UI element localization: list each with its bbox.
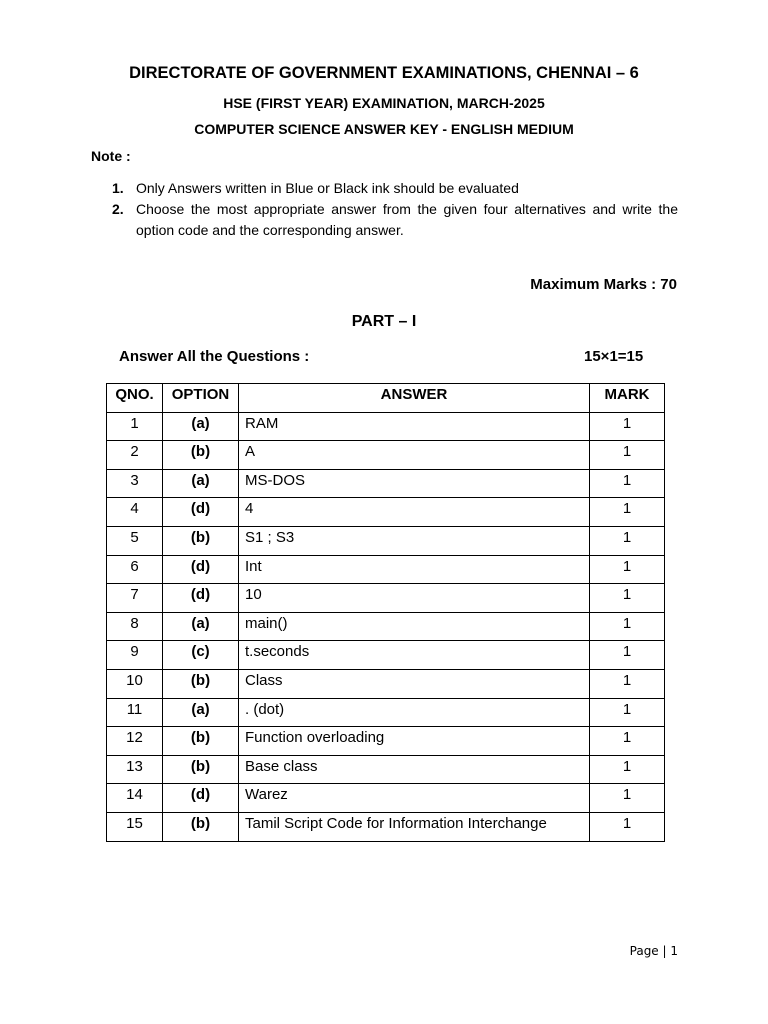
maximum-marks: Maximum Marks : 70 (530, 276, 677, 293)
qno-cell: 15 (107, 812, 163, 841)
option-cell: (b) (163, 727, 239, 756)
option-cell: (a) (163, 469, 239, 498)
option-cell: (b) (163, 755, 239, 784)
table-row (107, 669, 665, 698)
table-row (107, 812, 665, 841)
header-option: OPTION (163, 384, 239, 413)
answer-cell: RAM (239, 412, 590, 441)
answer-key-title: COMPUTER SCIENCE ANSWER KEY - ENGLISH MEDIUM (194, 121, 574, 137)
option-cell: (d) (163, 555, 239, 584)
answer-cell: t.seconds (239, 641, 590, 670)
table-row (107, 698, 665, 727)
page-number: Page | 1 (629, 944, 678, 958)
table-row (107, 612, 665, 641)
option-cell: (a) (163, 612, 239, 641)
exam-name: HSE (FIRST YEAR) EXAMINATION, MARCH-2025 (223, 95, 545, 111)
mark-cell: 1 (590, 412, 665, 441)
answer-cell: 4 (239, 498, 590, 527)
option-cell: (a) (163, 412, 239, 441)
mark-cell: 1 (590, 812, 665, 841)
part-instruction: Answer All the Questions : (119, 348, 310, 365)
qno-cell: 14 (107, 784, 163, 813)
header-qno: QNO. (107, 384, 163, 413)
answer-cell: MS-DOS (239, 469, 590, 498)
answer-cell: Function overloading (239, 727, 590, 756)
answer-table (106, 383, 665, 842)
option-cell: (d) (163, 584, 239, 613)
qno-cell: 10 (107, 669, 163, 698)
table-row (107, 755, 665, 784)
header-answer: ANSWER (239, 384, 590, 413)
table-row (107, 784, 665, 813)
option-cell: (b) (163, 669, 239, 698)
qno-cell: 9 (107, 641, 163, 670)
table-row (107, 526, 665, 555)
note-text: Only Answers written in Blue or Black ink should be evaluated (136, 180, 519, 196)
header-mark: MARK (590, 384, 665, 413)
part-score: 15×1=15 (584, 348, 644, 365)
qno-cell: 2 (107, 441, 163, 470)
mark-cell: 1 (590, 469, 665, 498)
answer-cell: Warez (239, 784, 590, 813)
mark-cell: 1 (590, 784, 665, 813)
table-header-row (107, 384, 665, 413)
part-title: PART – I (351, 313, 417, 330)
option-cell: (b) (163, 441, 239, 470)
mark-cell: 1 (590, 555, 665, 584)
mark-cell: 1 (590, 727, 665, 756)
mark-cell: 1 (590, 498, 665, 527)
note-label: Note : (91, 148, 131, 164)
mark-cell: 1 (590, 641, 665, 670)
qno-cell: 1 (107, 412, 163, 441)
option-cell: (d) (163, 784, 239, 813)
answer-cell: A (239, 441, 590, 470)
qno-cell: 8 (107, 612, 163, 641)
option-cell: (b) (163, 812, 239, 841)
table-row (107, 555, 665, 584)
answer-cell: 10 (239, 584, 590, 613)
table-row (107, 727, 665, 756)
table-row (107, 584, 665, 613)
table-row (107, 469, 665, 498)
mark-cell: 1 (590, 669, 665, 698)
qno-cell: 7 (107, 584, 163, 613)
note-text: Choose the most appropriate answer from the given four alternatives and write the option code and the corresponding answer. (136, 201, 678, 238)
qno-cell: 11 (107, 698, 163, 727)
note-item (112, 199, 678, 241)
mark-cell: 1 (590, 584, 665, 613)
note-number: 1. (112, 180, 124, 196)
note-number: 2. (112, 201, 124, 217)
qno-cell: 3 (107, 469, 163, 498)
qno-cell: 12 (107, 727, 163, 756)
table-row (107, 441, 665, 470)
answer-cell: Int (239, 555, 590, 584)
table-row (107, 498, 665, 527)
answer-cell: Base class (239, 755, 590, 784)
qno-cell: 4 (107, 498, 163, 527)
mark-cell: 1 (590, 755, 665, 784)
option-cell: (b) (163, 526, 239, 555)
answer-cell: S1 ; S3 (239, 526, 590, 555)
mark-cell: 1 (590, 698, 665, 727)
document-title: DIRECTORATE OF GOVERNMENT EXAMINATIONS, CHENNAI – 6 (129, 64, 639, 82)
qno-cell: 13 (107, 755, 163, 784)
table-row (107, 412, 665, 441)
option-cell: (c) (163, 641, 239, 670)
table-row (107, 641, 665, 670)
mark-cell: 1 (590, 526, 665, 555)
answer-cell: . (dot) (239, 698, 590, 727)
answer-cell: Tamil Script Code for Information Interchange (239, 812, 590, 841)
answer-cell: Class (239, 669, 590, 698)
mark-cell: 1 (590, 612, 665, 641)
option-cell: (d) (163, 498, 239, 527)
mark-cell: 1 (590, 441, 665, 470)
answer-cell: main() (239, 612, 590, 641)
option-cell: (a) (163, 698, 239, 727)
note-item (112, 178, 678, 199)
qno-cell: 5 (107, 526, 163, 555)
note-list (112, 178, 678, 241)
qno-cell: 6 (107, 555, 163, 584)
